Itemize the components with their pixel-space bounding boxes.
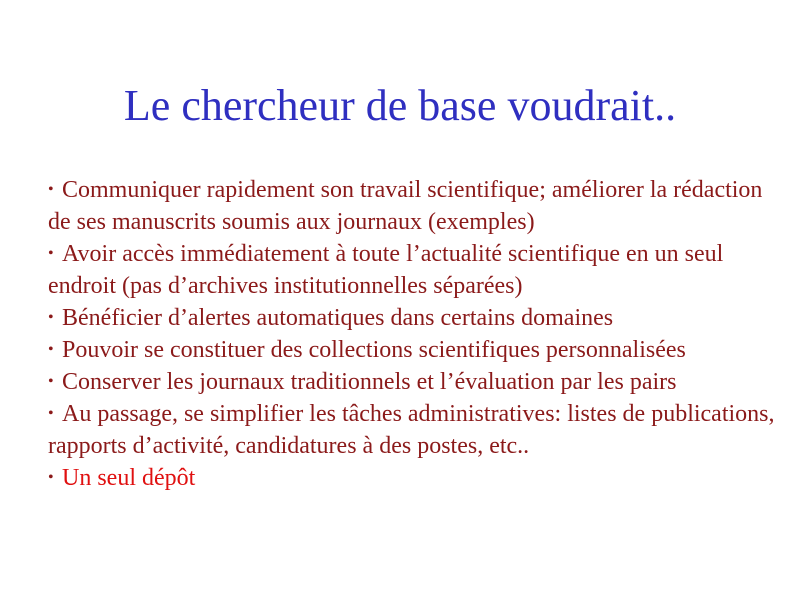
bullet-item [48, 398, 778, 462]
bullet-text: Avoir accès immédiatement à toute l’actualité scientifique en un seul endroit (pas d’archives institutionnelles séparées) [48, 241, 724, 299]
bullet-text: Pouvoir se constituer des collections scientifiques personnalisées [62, 337, 686, 363]
bullet-item [48, 238, 778, 302]
bullet-text: Communiquer rapidement son travail scientifique; améliorer la rédaction de ses manuscrits soumis aux journaux (exemples) [48, 177, 763, 235]
bullet-item [48, 334, 778, 366]
bullet-icon: • [48, 373, 54, 390]
slide-title: Le chercheur de base voudrait.. [123, 81, 677, 130]
bullet-text: Conserver les journaux traditionnels et l’évaluation par les pairs [62, 369, 677, 395]
bullet-icon: • [48, 341, 54, 358]
bullet-list [48, 174, 778, 494]
bullet-text: Bénéficier d’alertes automatiques dans certains domaines [62, 305, 614, 331]
bullet-icon: • [48, 181, 54, 198]
bullet-text-emphasis: Un seul dépôt [62, 465, 196, 491]
bullet-item [48, 174, 778, 238]
bullet-item-emphasis [48, 462, 778, 494]
bullet-icon: • [48, 245, 54, 262]
bullet-item [48, 302, 778, 334]
bullet-icon: • [48, 309, 54, 326]
bullet-icon: • [48, 469, 54, 486]
bullet-item [48, 366, 778, 398]
bullet-icon: • [48, 405, 54, 422]
bullet-text: Au passage, se simplifier les tâches administratives: listes de publications, rapports d’activité, candidatures à des postes, etc.. [48, 401, 775, 459]
